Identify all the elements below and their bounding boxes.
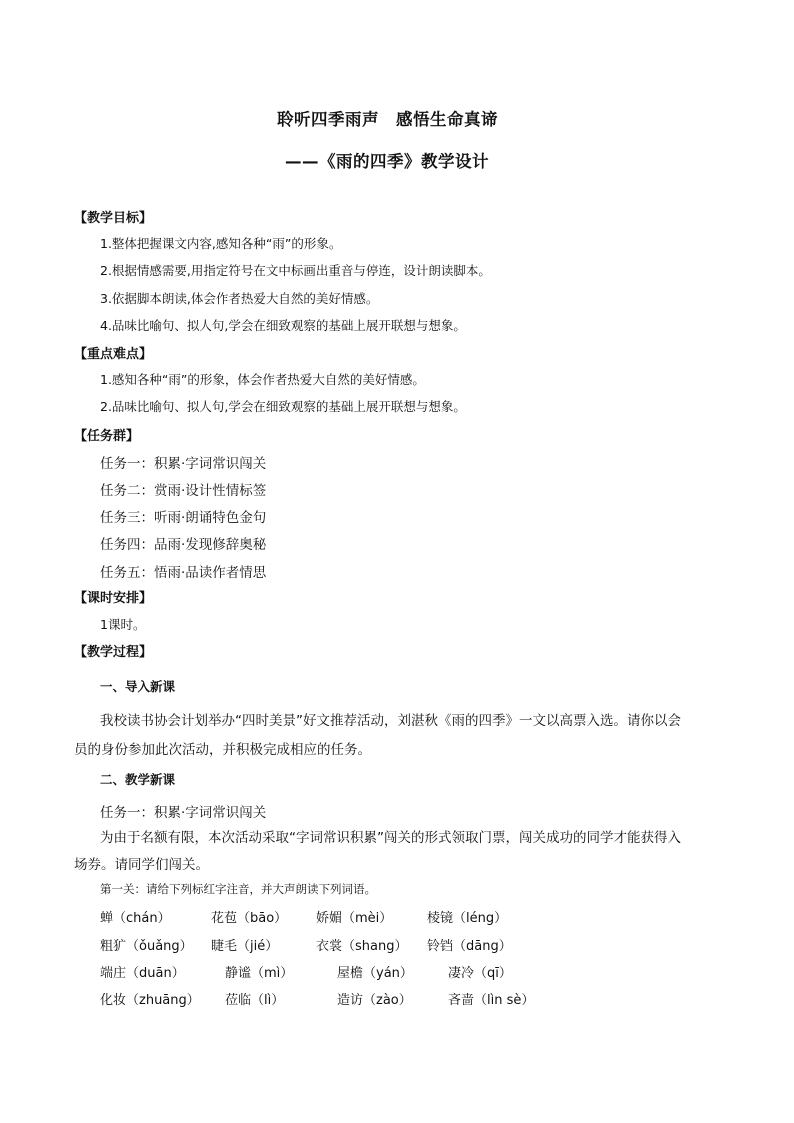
word-entry: 娇媚（mèi） xyxy=(316,911,393,926)
task-item: 任务三：听雨·朗诵特色金句 xyxy=(100,510,267,526)
task1-heading: 任务一：积累·字词常识闯关 xyxy=(100,805,267,821)
level1-instruction: 第一关：请给下列标红字注音，并大声朗读下列词语。 xyxy=(100,882,376,896)
task1-paragraph-line: 为由于名额有限，本次活动采取“字词常识积累”闯关的形式领取门票，闯关成功的同学才能获得入 xyxy=(100,830,681,846)
key-point-item: 1.感知各种“雨”的形象，体会作者热爱大自然的美好情感。 xyxy=(100,372,425,387)
task-group-heading: 【任务群】 xyxy=(74,429,140,444)
word-entry: 粗犷（ǒuǎng） xyxy=(100,939,193,954)
key-point-item: 2.品味比喻句、拟人句,学会在细致观察的基础上展开联想与想象。 xyxy=(100,399,466,414)
title-line-1: 聆听四季雨声 感悟生命真谛 xyxy=(277,110,498,129)
word-entry: 静谧（mì） xyxy=(225,966,294,981)
word-entry: 造访（zào） xyxy=(337,993,412,1008)
task1-paragraph-line: 场券。请同学们闯关。 xyxy=(74,857,209,873)
task-item: 任务二：赏雨·设计性情标签 xyxy=(100,483,267,499)
word-entry: 蝉（chán） xyxy=(100,911,171,926)
word-entry: 铃铛（dāng） xyxy=(427,939,512,954)
goal-item: 1.整体把握课文内容,感知各种“雨”的形象。 xyxy=(100,236,342,251)
key-points-heading: 【重点难点】 xyxy=(74,347,153,362)
part2-heading: 二、教学新课 xyxy=(100,772,176,787)
word-entry: 睫毛（jié） xyxy=(211,939,279,954)
goal-item: 4.品味比喻句、拟人句,学会在细致观察的基础上展开联想与想象。 xyxy=(100,318,466,333)
word-entry: 化妆（zhuāng） xyxy=(100,993,200,1008)
intro-paragraph-line: 我校读书协会计划举办“四时美景”好文推荐活动，刘湛秋《雨的四季》一文以高票入选。请你以会 xyxy=(100,713,681,729)
goal-item: 3.依据脚本朗读,体会作者热爱大自然的美好情感。 xyxy=(100,291,379,306)
goals-heading: 【教学目标】 xyxy=(74,211,153,226)
task-item: 任务一：积累·字词常识闯关 xyxy=(100,456,267,472)
goal-item: 2.根据情感需要,用指定符号在文中标画出重音与停连，设计朗读脚本。 xyxy=(100,263,491,278)
word-entry: 莅临（lì） xyxy=(225,993,285,1008)
task-item: 任务四：品雨·发现修辞奥秘 xyxy=(100,537,267,553)
word-entry: 棱镜（léng） xyxy=(427,911,508,926)
word-entry: 吝啬（lìn sè） xyxy=(448,993,535,1008)
task-item: 任务五：悟雨·品读作者情思 xyxy=(100,565,267,581)
schedule-heading: 【课时安排】 xyxy=(74,591,153,606)
word-entry: 花苞（bāo） xyxy=(211,911,288,926)
schedule-text: 1课时。 xyxy=(100,617,146,632)
title-line-2: ——《雨的四季》教学设计 xyxy=(285,152,489,171)
intro-paragraph-line: 员的身份参加此次活动，并积极完成相应的任务。 xyxy=(74,742,371,758)
word-entry: 衣裳（shang） xyxy=(316,939,408,954)
process-heading: 【教学过程】 xyxy=(74,645,153,660)
word-entry: 屋檐（yán） xyxy=(337,966,413,981)
word-entry: 凄冷（qī） xyxy=(448,966,512,981)
word-entry: 端庄（duān） xyxy=(100,966,185,981)
part1-heading: 一、导入新课 xyxy=(100,679,176,694)
